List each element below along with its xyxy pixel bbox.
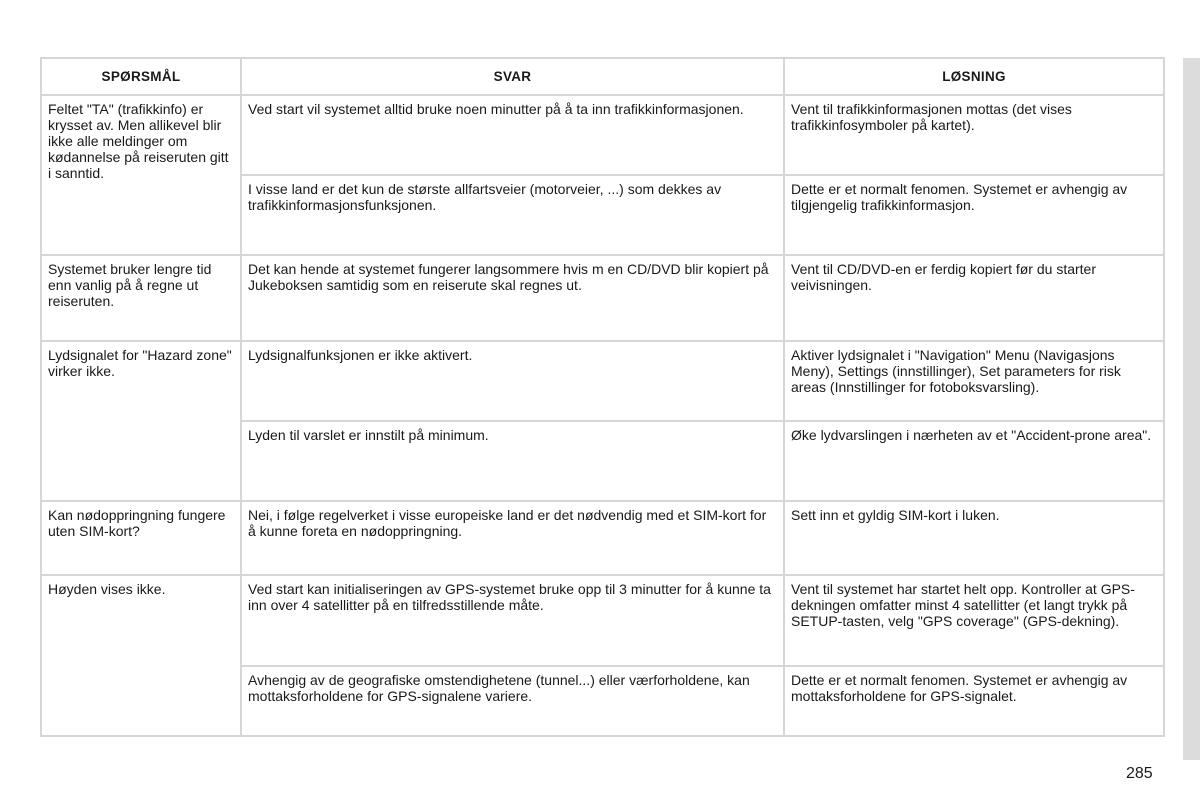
header-question: SPØRSMÅL bbox=[41, 58, 241, 95]
header-row bbox=[41, 58, 1164, 95]
table-row bbox=[41, 341, 1164, 421]
answer-cell: Det kan hende at systemet fungerer langsommere hvis m en CD/DVD blir kopiert på Jukeboksen samtidig som en reiserute skal regnes ut. bbox=[241, 255, 784, 341]
table-row bbox=[41, 501, 1164, 575]
solution-cell: Vent til systemet har startet helt opp. Kontroller at GPS-dekningen omfatter minst 4 satellitter (et langt trykk på SETUP-tasten, velg "GPS coverage" (GPS-dekning). bbox=[784, 575, 1164, 666]
question-cell: Systemet bruker lengre tid enn vanlig på å regne ut reiseruten. bbox=[41, 255, 241, 341]
header-answer: SVAR bbox=[241, 58, 784, 95]
solution-cell: Sett inn et gyldig SIM-kort i luken. bbox=[784, 501, 1164, 575]
question-cell: Lydsignalet for "Hazard zone" virker ikke. bbox=[41, 341, 241, 501]
troubleshooting-table bbox=[40, 57, 1165, 737]
question-cell: Feltet "TA" (trafikkinfo) er krysset av. Men allikevel blir ikke alle meldinger om kødannelse på reiseruten gitt i sanntid. bbox=[41, 95, 241, 255]
answer-cell: I visse land er det kun de største allfartsveier (motorveier, ...) som dekkes av trafikkinformasjonsfunksjonen. bbox=[241, 175, 784, 255]
question-cell: Kan nødoppringning fungere uten SIM-kort? bbox=[41, 501, 241, 575]
solution-cell: Vent til trafikkinformasjonen mottas (det vises trafikkinfosymboler på kartet). bbox=[784, 95, 1164, 175]
side-tab-marker bbox=[1183, 58, 1200, 760]
answer-cell: Nei, i følge regelverket i visse europeiske land er det nødvendig med et SIM-kort for å kunne foreta en nødoppringning. bbox=[241, 501, 784, 575]
header-solution: LØSNING bbox=[784, 58, 1164, 95]
solution-cell: Dette er et normalt fenomen. Systemet er avhengig av tilgjengelig trafikkinformasjon. bbox=[784, 175, 1164, 255]
answer-cell: Ved start kan initialiseringen av GPS-systemet bruke opp til 3 minutter for å kunne ta inn over 4 satellitter på en tilfredsstillende måte. bbox=[241, 575, 784, 666]
table-header bbox=[41, 58, 1164, 95]
solution-cell: Dette er et normalt fenomen. Systemet er avhengig av mottaksforholdene for GPS-signalet. bbox=[784, 666, 1164, 736]
answer-cell: Avhengig av de geografiske omstendighetene (tunnel...) eller værforholdene, kan mottaksforholdene for GPS-signalene variere. bbox=[241, 666, 784, 736]
table-row bbox=[41, 95, 1164, 175]
page-number: 285 bbox=[1126, 765, 1153, 782]
question-cell: Høyden vises ikke. bbox=[41, 575, 241, 736]
table-row bbox=[41, 255, 1164, 341]
solution-cell: Øke lydvarslingen i nærheten av et "Accident-prone area". bbox=[784, 421, 1164, 501]
table-row bbox=[41, 575, 1164, 666]
answer-cell: Ved start vil systemet alltid bruke noen minutter på å ta inn trafikkinformasjonen. bbox=[241, 95, 784, 175]
solution-cell: Aktiver lydsignalet i "Navigation" Menu (Navigasjons Meny), Settings (innstillinger), Set parameters for risk areas (Innstillinger for fotoboksvarsling). bbox=[784, 341, 1164, 421]
solution-cell: Vent til CD/DVD-en er ferdig kopiert før du starter veivisningen. bbox=[784, 255, 1164, 341]
table-body bbox=[41, 95, 1164, 736]
answer-cell: Lyden til varslet er innstilt på minimum. bbox=[241, 421, 784, 501]
answer-cell: Lydsignalfunksjonen er ikke aktivert. bbox=[241, 341, 784, 421]
